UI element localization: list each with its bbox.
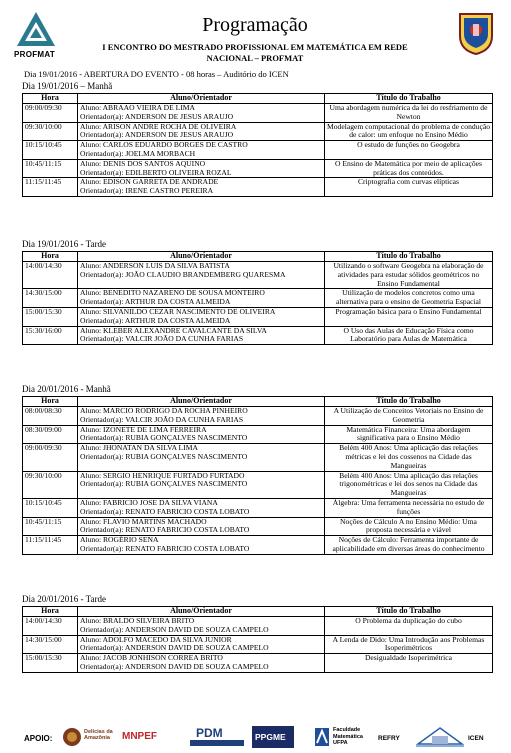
- col-header-aluno: Aluno/Orientador: [78, 397, 325, 407]
- student-advisor-cell: [78, 262, 325, 289]
- student-name: Aluno: JHONATAN DA SILVA LIMA: [80, 444, 198, 453]
- work-title-cell: Álgebra: Uma ferramenta necessária no estudo de funções: [325, 498, 493, 517]
- student-advisor-cell: [78, 289, 325, 308]
- table-row: [23, 159, 493, 178]
- work-title-cell: A Utilização de Conceitos Vetoriais no Ensino de Geometria: [325, 407, 493, 426]
- table-row: [23, 262, 493, 289]
- col-header-titulo: Título do Trabalho: [325, 397, 493, 407]
- subtitle-line-1: I ENCONTRO DO MESTRADO PROFISSIONAL EM MATEMÁTICA EM REDE: [102, 42, 408, 52]
- student-advisor-cell: [78, 617, 325, 636]
- time-cell: 11:15/11:45: [23, 536, 78, 555]
- col-header-titulo: Título do Trabalho: [325, 607, 493, 617]
- work-title-cell: Uma abordagem numérica da lei do resfriamento de Newton: [325, 104, 493, 123]
- advisor-name: Orientador(a): RENATO FABRICIO COSTA LOBATO: [80, 507, 250, 516]
- sponsor-name: MNPEF: [122, 731, 157, 742]
- page-title: Programação: [202, 14, 308, 36]
- col-header-hora: Hora: [23, 397, 78, 407]
- time-cell: 10:45/11:15: [23, 159, 78, 178]
- table-row: [23, 141, 493, 160]
- section-day1-morning: [22, 81, 492, 197]
- section-label: Dia 20/01/2016 - Manhã: [22, 384, 111, 394]
- sponsor-ppgme-logo: [252, 726, 294, 748]
- table-row: [23, 471, 493, 498]
- sponsors-footer: [0, 726, 511, 750]
- table-row: [23, 407, 493, 426]
- col-header-aluno: Aluno/Orientador: [78, 252, 325, 262]
- student-advisor-cell: [78, 159, 325, 178]
- student-name: Aluno: ARISON ANDRE ROCHA DE OLIVEIRA: [80, 122, 237, 131]
- profmat-logo-text: PROFMAT: [14, 50, 56, 59]
- sponsor-name: REFRY: [378, 735, 400, 742]
- col-header-hora: Hora: [23, 607, 78, 617]
- work-title-cell: Utilização de modelos concretos como uma alternativa para o ensino de Geometria Espacial: [325, 289, 493, 308]
- advisor-name: Orientador(a): EDILBERTO OLIVEIRA ROZAL: [80, 168, 232, 177]
- sponsor-name: Faculdade Matemática UFPA: [333, 727, 363, 746]
- time-cell: 15:00/15:30: [23, 654, 78, 673]
- schedule-table: [22, 606, 493, 673]
- sponsor-name: Delícias da Amazônia: [84, 729, 113, 741]
- time-cell: 15:30/16:00: [23, 326, 78, 345]
- sponsor-name: PDM: [196, 726, 223, 740]
- student-name: Aluno: JACOB JONHISON CORREA BRITO: [80, 654, 223, 663]
- work-title-cell: Criptografia com curvas elípticas: [325, 178, 493, 197]
- opening-line: Dia 19/01/2016 - ABERTURA DO EVENTO - 08 horas – Auditório do ICEN: [24, 69, 289, 79]
- student-advisor-cell: [78, 122, 325, 141]
- col-header-hora: Hora: [23, 94, 78, 104]
- col-header-aluno: Aluno/Orientador: [78, 94, 325, 104]
- table-row: [23, 122, 493, 141]
- section-label: Dia 19/01/2016 – Manhã: [22, 81, 113, 91]
- time-cell: 09:00/09:30: [23, 104, 78, 123]
- sponsor-famat-logo: [314, 726, 372, 748]
- student-name: Aluno: SERGIO HENRIQUE FURTADO FURTADO: [80, 471, 245, 480]
- time-cell: 09:00/09:30: [23, 444, 78, 471]
- col-header-aluno: Aluno/Orientador: [78, 607, 325, 617]
- table-row: [23, 178, 493, 197]
- schedule-table: [22, 251, 493, 345]
- university-crest-icon: [456, 10, 496, 56]
- work-title-cell: Utilizando o software Geogebra na elaboração de atividades para estudar sólidos geométricos no Ensino Fundamental: [325, 262, 493, 289]
- section-day1-afternoon: [22, 239, 492, 345]
- student-advisor-cell: [78, 425, 325, 444]
- table-row: [23, 617, 493, 636]
- table-row: [23, 289, 493, 308]
- work-title-cell: O estudo de funções no Geogebra: [325, 141, 493, 160]
- work-title-cell: Programação básica para o Ensino Fundamental: [325, 307, 493, 326]
- profmat-logo-icon: [14, 10, 58, 50]
- sponsor-name: ICEN: [468, 735, 484, 742]
- student-advisor-cell: [78, 444, 325, 471]
- advisor-name: Orientador(a): ANDERSON DE JESUS ARAUJO: [80, 112, 234, 121]
- student-advisor-cell: [78, 141, 325, 160]
- advisor-name: Orientador(a): ARTHUR DA COSTA ALMEIDA: [80, 298, 231, 307]
- section-label: Dia 20/01/2016 - Tarde: [22, 594, 106, 604]
- student-name: Aluno: ANDERSON LUIS DA SILVA BATISTA: [80, 262, 230, 270]
- student-advisor-cell: [78, 307, 325, 326]
- section-day2-afternoon: [22, 594, 492, 673]
- advisor-name: Orientador(a): VALCIR JOÃO DA CUNHA FARIAS: [80, 415, 244, 424]
- time-cell: 14:00/14:30: [23, 262, 78, 289]
- student-advisor-cell: [78, 104, 325, 123]
- section-rows: [23, 407, 493, 555]
- sponsor-pdm-logo: [190, 726, 246, 748]
- student-name: Aluno: IZONETE DE LIMA FERREIRA: [80, 425, 207, 434]
- student-name: Aluno: KLEBER ALEXANDRE CAVALCANTE DA SILVA: [80, 326, 267, 335]
- table-row: [23, 654, 493, 673]
- advisor-name: Orientador(a): ANDERSON DAVID DE SOUZA CAMPELO: [80, 625, 269, 634]
- advisor-name: Orientador(a): JOELMA MORBACH: [80, 149, 196, 158]
- student-name: Aluno: ROGÉRIO SENA: [80, 536, 159, 545]
- sponsor-delicias-logo: [62, 726, 118, 748]
- student-advisor-cell: [78, 517, 325, 536]
- student-advisor-cell: [78, 498, 325, 517]
- advisor-name: Orientador(a): IRENE CASTRO PEREIRA: [80, 187, 214, 196]
- profmat-logo: [14, 10, 58, 59]
- student-name: Aluno: BENEDITO NAZARENO DE SOUSA MONTEIRO: [80, 289, 265, 298]
- advisor-name: Orientador(a): ANDERSON DAVID DE SOUZA CAMPELO: [80, 644, 269, 653]
- student-advisor-cell: [78, 178, 325, 197]
- time-cell: 15:00/15:30: [23, 307, 78, 326]
- work-title-cell: O Uso das Aulas de Educação Física como Laboratório para Aulas de Matemática: [325, 326, 493, 345]
- time-cell: 10:15/10:45: [23, 498, 78, 517]
- student-name: Aluno: DENIS DOS SANTOS AQUINO: [80, 159, 206, 168]
- work-title-cell: Noções de Cálculo: Ferramenta importante de aplicabilidade em diversas áreas do conhecimento: [325, 536, 493, 555]
- advisor-name: Orientador(a): RENATO FABRICIO COSTA LOBATO: [80, 526, 250, 535]
- work-title-cell: Noções de Cálculo A no Ensino Médio: Uma proposta necessária e viável: [325, 517, 493, 536]
- student-name: Aluno: EDISON GARRETA DE ANDRADE: [80, 178, 219, 187]
- student-name: Aluno: FABRICIO JOSE DA SILVA VIANA: [80, 498, 218, 507]
- time-cell: 11:15/11:45: [23, 178, 78, 197]
- advisor-name: Orientador(a): RUBIA GONÇALVES NASCIMENTO: [80, 434, 248, 443]
- event-subtitle: [70, 42, 440, 64]
- student-advisor-cell: [78, 407, 325, 426]
- schedule-table: [22, 396, 493, 555]
- time-cell: 08:00/08:30: [23, 407, 78, 426]
- time-cell: 14:00/14:30: [23, 617, 78, 636]
- advisor-name: Orientador(a): ANDERSON DAVID DE SOUZA CAMPELO: [80, 662, 269, 671]
- table-row: [23, 517, 493, 536]
- work-title-cell: Belém 400 Anos: Uma aplicação das relações métricas e lei dos cossenos na Cidade das Mangueiras: [325, 444, 493, 471]
- student-advisor-cell: [78, 654, 325, 673]
- table-row: [23, 498, 493, 517]
- student-advisor-cell: [78, 635, 325, 654]
- table-row: [23, 425, 493, 444]
- student-name: Aluno: ADOLFO MACEDO DA SILVA JUNIOR: [80, 635, 232, 644]
- sponsor-icen-logo: [468, 726, 498, 748]
- section-rows: [23, 104, 493, 197]
- schedule-table: [22, 93, 493, 197]
- advisor-name: Orientador(a): RUBIA GONÇALVES NASCIMENTO: [80, 452, 248, 461]
- work-title-cell: Matemática Financeira: Uma abordagem significativa para o Ensino Médio: [325, 425, 493, 444]
- subtitle-line-2: NACIONAL – PROFMAT: [206, 53, 304, 63]
- time-cell: 08:30/09:00: [23, 425, 78, 444]
- time-cell: 10:45/11:15: [23, 517, 78, 536]
- table-row: [23, 326, 493, 345]
- sponsor-icen-image: [414, 726, 466, 748]
- advisor-name: Orientador(a): RUBIA GONÇALVES NASCIMENTO: [80, 480, 248, 489]
- advisor-name: Orientador(a): JOÃO CLAUDIO BRANDEMBERG QUARESMA: [80, 270, 286, 279]
- advisor-name: Orientador(a): VALCIR JOÃO DA CUNHA FARIAS: [80, 335, 244, 344]
- work-title-cell: A Lenda de Dido: Uma Introdução aos Problemas Isoperimétricos: [325, 635, 493, 654]
- advisor-name: Orientador(a): ARTHUR DA COSTA ALMEIDA: [80, 316, 231, 325]
- work-title-cell: Modelagem computacional do problema de condução de calor: um enfoque no Ensino Médio: [325, 122, 493, 141]
- col-header-titulo: Título do Trabalho: [325, 252, 493, 262]
- time-cell: 09:30/10:00: [23, 122, 78, 141]
- work-title-cell: Desigualdade Isoperimétrica: [325, 654, 493, 673]
- sponsor-mnpef-logo: [122, 726, 184, 748]
- advisor-name: Orientador(a): ANDERSON DE JESUS ARAUJO: [80, 131, 234, 140]
- table-row: [23, 444, 493, 471]
- work-title-cell: O Ensino de Matemática por meio de aplicações práticas dos conteúdos.: [325, 159, 493, 178]
- col-header-hora: Hora: [23, 252, 78, 262]
- student-name: Aluno: CARLOS EDUARDO BORGES DE CASTRO: [80, 141, 248, 150]
- student-advisor-cell: [78, 536, 325, 555]
- section-day2-morning: [22, 384, 492, 555]
- student-name: Aluno: SILVANILDO CEZAR NASCIMENTO DE OLIVEIRA: [80, 307, 276, 316]
- time-cell: 10:15/10:45: [23, 141, 78, 160]
- section-rows: [23, 262, 493, 345]
- student-name: Aluno: ABRAAO VIEIRA DE LIMA: [80, 104, 196, 112]
- sponsor-refry-logo: [378, 726, 410, 748]
- student-name: Aluno: BRALDO SILVEIRA BRITO: [80, 617, 195, 625]
- student-name: Aluno: FLAVIO MARTINS MACHADO: [80, 517, 207, 526]
- work-title-cell: Belém 400 Anos: Uma aplicação das relações trigonométricas e lei dos senos na Cidade das Mangueiras: [325, 471, 493, 498]
- work-title-cell: O Problema da duplicação do cubo: [325, 617, 493, 636]
- table-row: [23, 104, 493, 123]
- sponsor-name: PPGME: [255, 732, 286, 742]
- apoio-label: APOIO:: [24, 734, 53, 743]
- time-cell: 14:30/15:00: [23, 635, 78, 654]
- advisor-name: Orientador(a): RENATO FABRICIO COSTA LOBATO: [80, 544, 250, 553]
- col-header-titulo: Título do Trabalho: [325, 94, 493, 104]
- table-row: [23, 635, 493, 654]
- student-advisor-cell: [78, 326, 325, 345]
- time-cell: 09:30/10:00: [23, 471, 78, 498]
- table-row: [23, 536, 493, 555]
- time-cell: 14:30/15:00: [23, 289, 78, 308]
- section-rows: [23, 617, 493, 673]
- student-advisor-cell: [78, 471, 325, 498]
- section-label: Dia 19/01/2016 - Tarde: [22, 239, 106, 249]
- student-name: Aluno: MARCIO RODRIGO DA ROCHA PINHEIRO: [80, 407, 248, 415]
- table-row: [23, 307, 493, 326]
